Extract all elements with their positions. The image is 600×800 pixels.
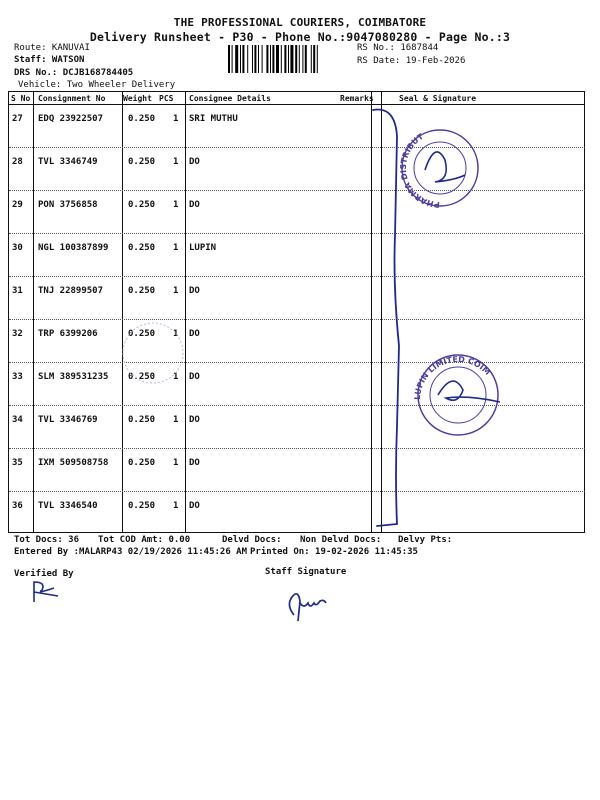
barcode-bar xyxy=(288,45,289,73)
barcode-bar xyxy=(247,45,248,73)
barcode-bar xyxy=(284,45,286,73)
runsheet-table xyxy=(8,91,585,533)
consignee-cell: DO xyxy=(189,372,200,382)
sno-cell: 32 xyxy=(12,329,23,339)
pcs-cell: 1 xyxy=(173,372,179,382)
staff-signature xyxy=(280,585,340,625)
barcode-bar xyxy=(299,45,300,73)
consignee-cell: DO xyxy=(189,200,200,210)
consignment-cell: TRP 6399206 xyxy=(38,329,98,339)
sno-cell: 36 xyxy=(12,501,23,511)
sno-cell: 30 xyxy=(12,243,23,253)
pcs-cell: 1 xyxy=(173,415,179,425)
faint-stamp xyxy=(118,318,188,388)
barcode-bar xyxy=(290,45,293,73)
sno-cell: 35 xyxy=(12,458,23,468)
table-row xyxy=(9,492,585,535)
table-top-rule xyxy=(9,91,585,92)
weight-cell: 0.250 xyxy=(128,243,156,253)
barcode-bar xyxy=(270,45,271,73)
barcode-bar xyxy=(276,45,279,73)
vehicle-label: Vehicle: Two Wheeler Delivery xyxy=(18,80,176,90)
consignment-cell: IXM 509508758 xyxy=(38,458,109,468)
total-cod-amount: Tot COD Amt: 0.00 xyxy=(98,535,191,545)
rs-date: RS Date: 19-Feb-2026 xyxy=(357,56,466,66)
col-header-remarks: Remarks xyxy=(340,94,374,103)
pharma-stamp-text: PHARMA DISTRIBUT xyxy=(398,132,441,210)
consignment-cell: PON 3756858 xyxy=(38,200,98,210)
barcode-bar xyxy=(258,45,259,73)
barcode-bar xyxy=(232,45,233,73)
weight-cell: 0.250 xyxy=(128,286,156,296)
consignee-cell: SRI MUTHU xyxy=(189,114,238,124)
barcode-bar xyxy=(242,45,244,73)
weight-cell: 0.250 xyxy=(128,372,156,382)
table-row xyxy=(9,191,585,234)
consignee-cell: DO xyxy=(189,415,200,425)
weight-cell: 0.250 xyxy=(128,415,156,425)
pcs-cell: 1 xyxy=(173,458,179,468)
weight-cell: 0.250 xyxy=(128,157,156,167)
weight-cell: 0.250 xyxy=(128,200,156,210)
consignment-cell: TVL 3346749 xyxy=(38,157,98,167)
delivered-docs: Delvd Docs: xyxy=(222,535,282,545)
route-label: Route: KANUVAI xyxy=(14,43,90,53)
barcode-bar xyxy=(235,45,238,73)
svg-text:PHARMA DISTRIBUT xyxy=(399,132,440,209)
verified-by-label: Verified By xyxy=(14,569,74,579)
pcs-cell: 1 xyxy=(173,501,179,511)
table-row xyxy=(9,234,585,277)
delivery-points: Delvy Pts: xyxy=(398,535,453,545)
barcode-bar xyxy=(252,45,253,73)
col-header-sno: S No xyxy=(11,94,31,103)
rs-number: RS No.: 1687844 xyxy=(357,43,439,53)
consignee-cell: DO xyxy=(189,329,200,339)
total-docs: Tot Docs: 36 xyxy=(14,535,80,545)
pharma-stamp xyxy=(395,120,485,215)
drs-number: DRS No.: DCJB168784405 xyxy=(14,68,134,78)
barcode-bar xyxy=(266,45,268,73)
lupin-stamp-text: LUPIN LIMITED COIM xyxy=(412,354,493,401)
barcode-bar xyxy=(302,45,303,73)
barcode-bar xyxy=(262,45,263,73)
weight-cell: 0.250 xyxy=(128,501,156,511)
pcs-cell: 1 xyxy=(173,114,179,124)
runsheet-subtitle: Delivery Runsheet - P30 - Phone No.:9047080280 - Page No.:3 xyxy=(89,30,511,44)
pcs-cell: 1 xyxy=(173,329,179,339)
col-header-pcs: PCS xyxy=(159,94,174,103)
consignment-cell: TVL 3346769 xyxy=(38,415,98,425)
weight-cell: 0.250 xyxy=(128,114,156,124)
weight-cell: 0.250 xyxy=(128,329,156,339)
col-header-weight: Weight xyxy=(123,94,152,103)
pcs-cell: 1 xyxy=(173,157,179,167)
non-delivered-docs: Non Delvd Docs: xyxy=(300,535,382,545)
col-header-consignment: Consignment No xyxy=(38,94,106,103)
barcode-bar xyxy=(254,45,256,73)
barcode-bar xyxy=(228,45,230,73)
table-row xyxy=(9,105,585,148)
consignee-cell: DO xyxy=(189,157,200,167)
pcs-cell: 1 xyxy=(173,200,179,210)
table-row xyxy=(9,277,585,320)
consignee-cell: DO xyxy=(189,501,200,511)
barcode-bar xyxy=(295,45,297,73)
staff-label: Staff: WATSON xyxy=(14,55,85,65)
table-row xyxy=(9,148,585,191)
company-title: THE PROFESSIONAL COURIERS, COIMBATORE xyxy=(173,16,427,29)
consignee-cell: LUPIN xyxy=(189,243,217,253)
pcs-cell: 1 xyxy=(173,243,179,253)
col-header-consignee: Consignee Details xyxy=(189,94,271,103)
consignee-cell: DO xyxy=(189,458,200,468)
entered-by: Entered By :MALARP43 02/19/2026 11:45:26 AM xyxy=(14,547,247,557)
barcode-bar xyxy=(281,45,282,73)
col-header-seal: Seal & Signature xyxy=(399,94,477,103)
consignment-cell: EDQ 23922507 xyxy=(38,114,104,124)
sno-cell: 27 xyxy=(12,114,23,124)
barcode-bar xyxy=(305,45,307,73)
consignment-cell: TVL 3346540 xyxy=(38,501,98,511)
barcode-bar xyxy=(272,45,274,73)
weight-cell: 0.250 xyxy=(128,458,156,468)
verified-signature xyxy=(28,578,68,606)
sno-cell: 33 xyxy=(12,372,23,382)
staff-signature-label: Staff Signature xyxy=(265,567,347,577)
consignment-cell: TNJ 22899507 xyxy=(38,286,104,296)
pcs-cell: 1 xyxy=(173,286,179,296)
barcode-bar xyxy=(313,45,315,73)
barcode-bar xyxy=(240,45,241,73)
barcode-bar xyxy=(317,45,318,73)
barcode xyxy=(228,45,353,73)
sno-cell: 28 xyxy=(12,157,23,167)
consignee-cell: DO xyxy=(189,286,200,296)
table-row xyxy=(9,449,585,492)
consignment-cell: SLM 389531235 xyxy=(38,372,109,382)
sno-cell: 34 xyxy=(12,415,23,425)
sno-cell: 29 xyxy=(12,200,23,210)
consignment-cell: NGL 100387899 xyxy=(38,243,109,253)
lupin-stamp xyxy=(408,350,508,440)
sno-cell: 31 xyxy=(12,286,23,296)
printed-on: Printed On: 19-02-2026 11:45:35 xyxy=(250,547,418,557)
barcode-bar xyxy=(311,45,312,73)
